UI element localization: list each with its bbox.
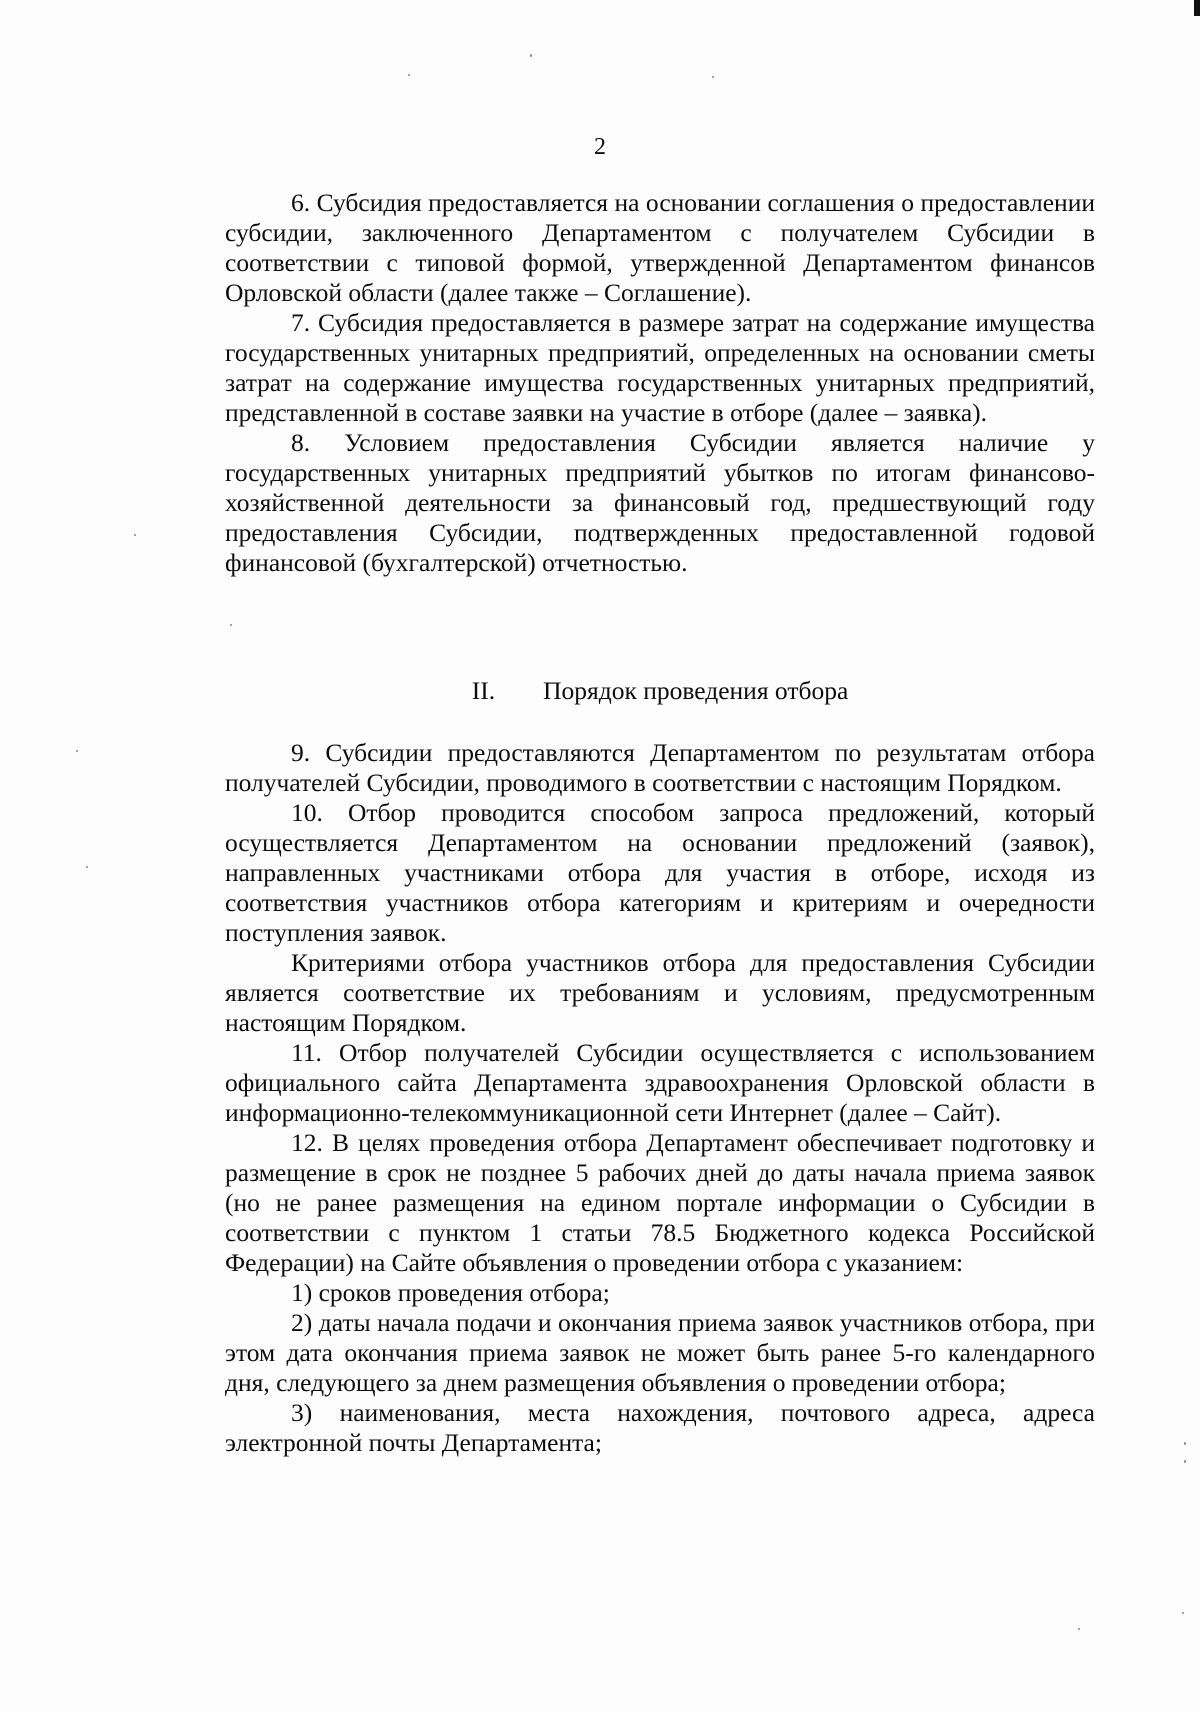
paragraph-6: 6. Субсидия предоставляется на основании соглашения о предоставлении субсидии, заключенного Департаментом с получателем Субсидии в соответствии с типовой формой, утвержденной Департаментом финансов Орловской области (далее также – Соглашение).	[225, 188, 1095, 307]
scan-speck	[134, 534, 136, 536]
paragraph-9: 9. Субсидии предоставляются Департаментом по результатам отбора получателей Субсидии, проводимого в соответствии с настоящим Порядком.	[225, 738, 1095, 797]
section-number: II.	[471, 676, 496, 705]
document-body	[225, 188, 1095, 1458]
scan-speck	[76, 750, 78, 752]
paragraph-7: 7. Субсидия предоставляется в размере затрат на содержание имущества государственных унитарных предприятий, определенных на основании сметы затрат на содержание имущества государственных унитарных предприятий, представленной в составе заявки на участие в отборе (далее – заявка).	[225, 308, 1095, 427]
paragraph-8: 8. Условием предоставления Субсидии является наличие у государственных унитарных предприятий убытков по итогам финансово-хозяйственной деятельности за финансовый год, предшествующий году предоставления Субсидии, подтвержденных предоставленной годовой финансовой (бухгалтерской) отчетностью.	[225, 428, 1095, 577]
scan-speck	[712, 76, 714, 78]
scan-speck	[1182, 1612, 1184, 1614]
paragraph-criteria: Критериями отбора участников отбора для предоставления Субсидии является соответствие их требованиям и условиям, предусмотренным настоящим Порядком.	[225, 948, 1095, 1037]
list-item-3: 3) наименования, места нахождения, почтового адреса, адреса электронной почты Департамента;	[225, 1398, 1095, 1457]
list-item-1: 1) сроков проведения отбора;	[291, 1278, 610, 1307]
list-item-2: 2) даты начала подачи и окончания приема заявок участников отбора, при этом дата окончания приема заявок не может быть ранее 5-го календарного дня, следующего за днем размещения объявления о проведении отбора;	[225, 1308, 1095, 1397]
scan-speck	[1184, 1460, 1186, 1463]
scan-speck	[1184, 1442, 1186, 1445]
paragraph-10: 10. Отбор проводится способом запроса предложений, который осуществляется Департаментом на основании предложений (заявок), направленных участниками отбора для участия в отборе, исходя из соответствия участников отбора категориям и критериям и очередности поступления заявок.	[225, 798, 1095, 947]
scan-speck	[530, 54, 532, 57]
scan-speck	[1078, 1628, 1080, 1630]
paragraph-12: 12. В целях проведения отбора Департамент обеспечивает подготовку и размещение в срок не позднее 5 рабочих дней до даты начала приема заявок (но не ранее размещения на едином портале информации о Субсидии в соответствии с пунктом 1 статьи 78.5 Бюджетного кодекса Российской Федерации) на Сайте объявления о проведении отбора с указанием:	[225, 1128, 1095, 1277]
scan-speck	[408, 74, 410, 76]
paragraph-11: 11. Отбор получателей Субсидии осуществляется с использованием официального сайта Департамента здравоохранения Орловской области в информационно-телекоммуникационной сети Интернет (далее – Сайт).	[225, 1038, 1095, 1127]
scan-edge-mark	[1194, 0, 1200, 16]
scan-speck	[86, 866, 88, 868]
section-title: Порядок проведения отбора	[543, 676, 849, 705]
section-heading	[225, 676, 1095, 706]
page-number: 2	[594, 134, 606, 160]
